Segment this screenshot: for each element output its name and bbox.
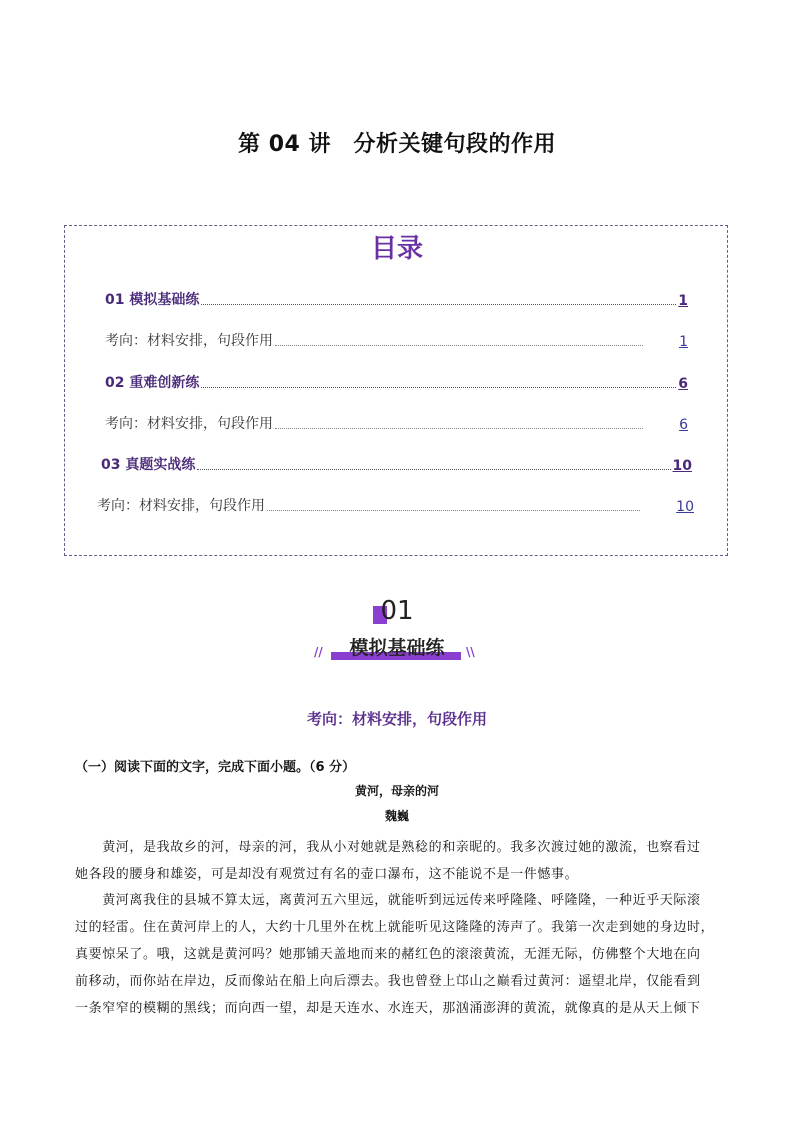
kaoxiang-heading: 考向：材料安排，句段作用 [306,710,487,728]
toc-entry-label: 考向：材料安排，句段作用 [97,498,265,514]
toc-dot-leader [197,468,670,470]
article-line: 一条窄窄的模糊的黑线；而向西一望，却是天连水、水连天，那汹涌澎湃的黄流，就像真的是从天上倾下 [75,1001,701,1016]
article-line: 她各段的腰身和雄姿，可是却没有观赏过有名的壶口瀑布，这不能说不是一件憾事。 [75,867,579,882]
toc-entry-sub-1[interactable] [105,330,688,350]
section-name: 模拟基础练 [349,637,445,659]
question-prompt: （一）阅读下面的文字，完成下面小题。（6 分） [75,760,356,775]
article-line: 真要惊呆了。哦，这就是黄河吗？她那铺天盖地而来的赭红色的滚滚黄流，无涯无际，仿佛整个大地在向 [75,947,701,962]
toc-dot-leader [201,386,676,388]
toc-page-link[interactable]: 1 [678,293,688,309]
article-title: 黄河，母亲的河 [354,784,439,798]
article-author: 魏巍 [384,809,409,823]
toc-entry-label: 考向：材料安排，句段作用 [105,333,273,349]
toc-entry-section-1[interactable] [105,289,688,309]
toc-dot-leader [275,427,643,429]
toc-entry-sub-3[interactable] [97,495,694,515]
article-line: 过的轻雷。住在黄河岸上的人，大约十几里外在枕上就能听见这隆隆的涛声了。我第一次走到她的身边时， [75,920,715,935]
toc-dot-leader [275,344,643,346]
toc-entry-section-3[interactable] [101,454,692,474]
toc-page-link[interactable]: 1 [679,334,688,350]
document-title: 第 04 讲 分析关键句段的作用 [238,132,556,157]
toc-entry-label: 考向：材料安排，句段作用 [105,416,273,432]
toc-heading: 目录 [370,234,423,264]
toc-dot-leader [201,303,676,305]
toc-page-link[interactable]: 10 [672,458,692,474]
toc-dot-leader [267,509,640,511]
article-line: 前移动，而你站在岸边，反而像站在船上向后漂去。我也曾登上邙山之巅看过黄河：遥望北岸，仅能看到 [75,974,701,989]
article-line: 黄河离我住的县城不算太远，离黄河五六里远，就能听到远远传来呼隆隆、呼隆隆，一种近乎天际滚 [75,893,701,908]
article-line: 黄河，是我故乡的河，母亲的河，我从小对她就是熟稔的和亲昵的。我多次渡过她的激流，也察看过 [75,840,701,855]
toc-page-link[interactable]: 6 [678,376,688,392]
slash-right-decoration: \\ [466,645,475,659]
toc-entry-label: 01 模拟基础练 [105,292,200,308]
toc-entry-section-2[interactable] [105,372,688,392]
toc-page-link[interactable]: 6 [679,417,688,433]
toc-entry-label: 03 真题实战练 [101,457,196,473]
toc-page-link[interactable]: 10 [676,499,694,515]
slash-left-decoration: // [314,645,323,659]
toc-entry-sub-2[interactable] [105,413,688,433]
section-number: 01 [380,596,414,626]
toc-entry-label: 02 重难创新练 [105,375,200,391]
